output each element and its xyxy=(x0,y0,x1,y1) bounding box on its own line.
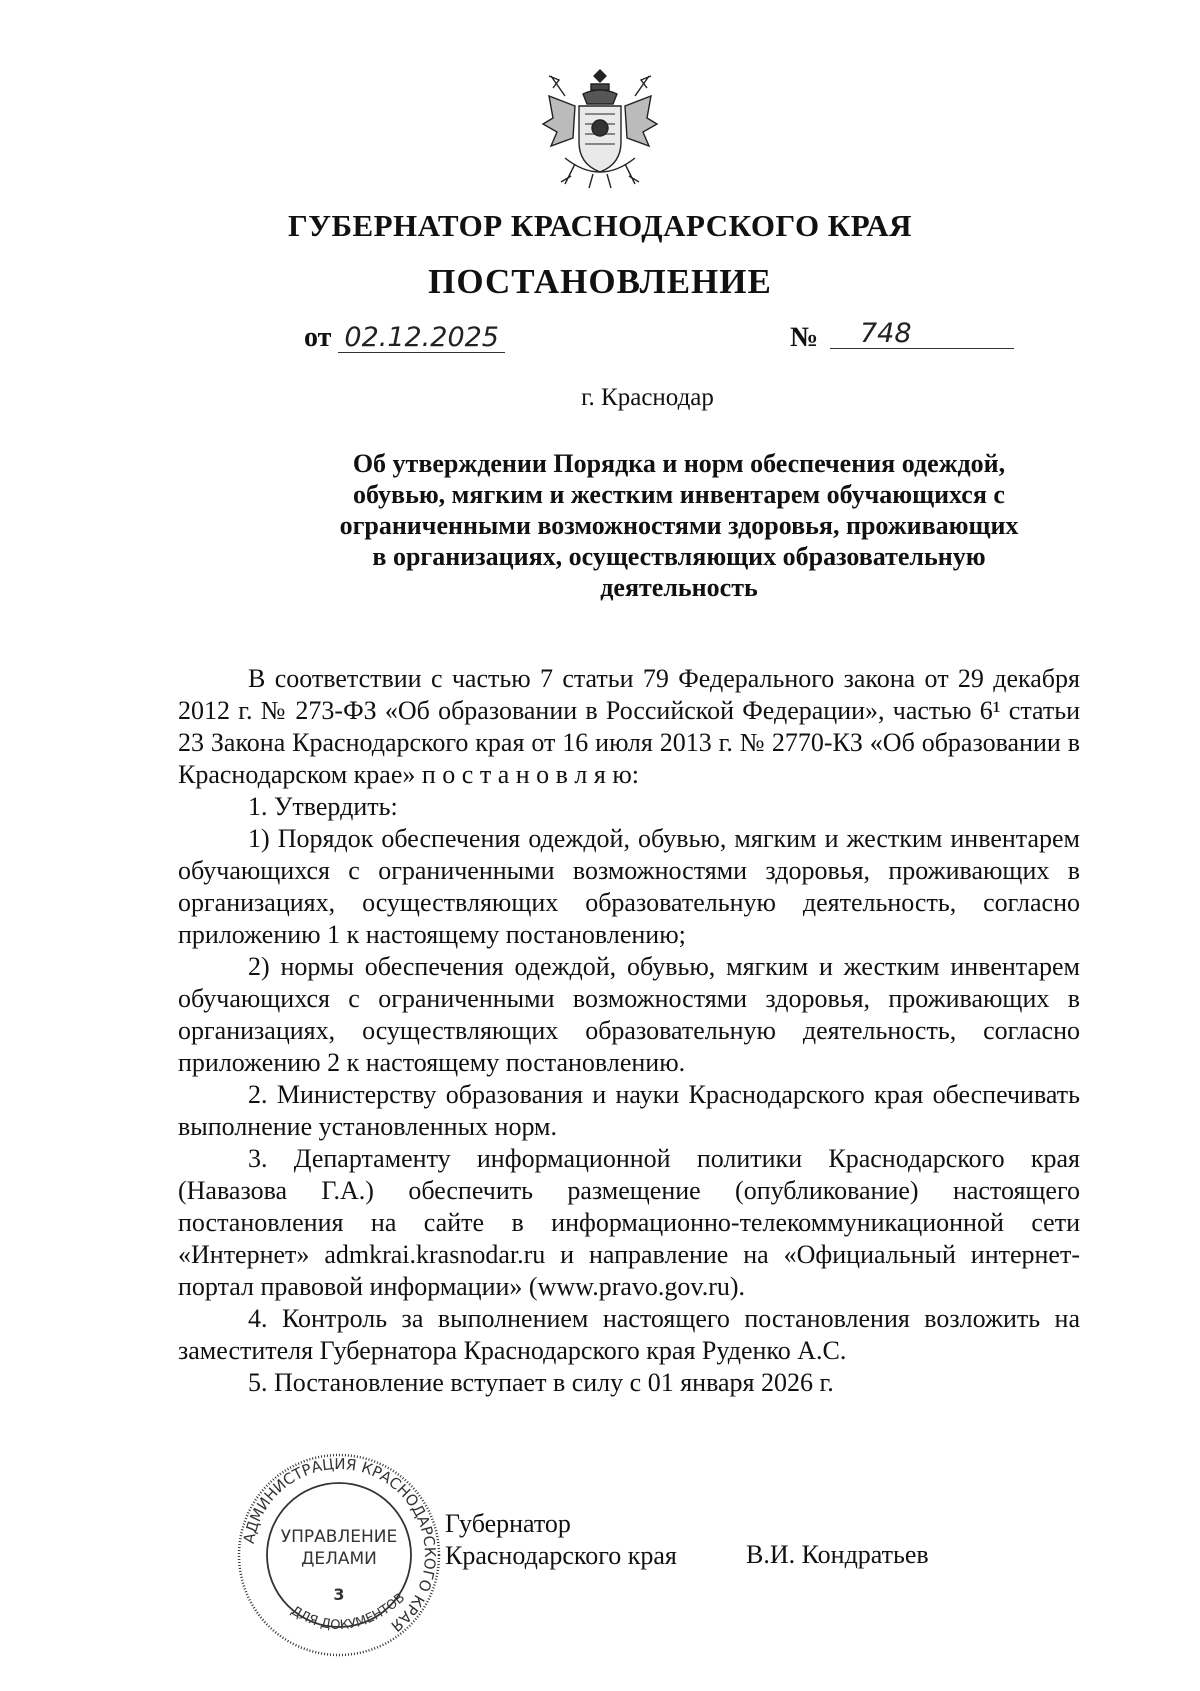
paragraph: 2) нормы обеспечения одеждой, обувью, мягким и жестким инвентарем обучающихся с ограниченными возможностями здоровья, проживающих в организациях, осуществляющих образовательную деятельность, согласно приложению 2 к настоящему постановлению. xyxy=(178,952,1080,1077)
paragraph: 4. Контроль за выполнением настоящего постановления возложить на заместителя Губернатора Краснодарского края Руденко А.С. xyxy=(178,1304,1080,1365)
document-body xyxy=(178,663,1080,1399)
signatory-position-line1: Губернатор xyxy=(445,1509,571,1538)
paragraph: 1) Порядок обеспечения одеждой, обувью, мягким и жестким инвентарем обучающихся с ограниченными возможностями здоровья, проживающих в организациях, осуществляющих образовательную деятельность, согласно приложению 1 к настоящему постановлению; xyxy=(178,824,1080,949)
date-label: от xyxy=(304,322,332,353)
city-line: г. Краснодар xyxy=(581,384,714,411)
document-date: 02.12.2025 xyxy=(338,324,505,353)
paragraph: 2. Министерству образования и науки Краснодарского края обеспечивать выполнение установленных норм. xyxy=(178,1080,1080,1141)
paragraph: 5. Постановление вступает в силу с 01 января 2026 г. xyxy=(248,1368,834,1397)
document-number: 748 xyxy=(830,320,1014,349)
svg-text:ДЛЯ ДОКУМЕНТОВ xyxy=(288,1591,408,1634)
seal-center-line2: ДЕЛАМИ xyxy=(301,1549,377,1569)
official-seal-stamp xyxy=(234,1450,444,1660)
seal-number: 3 xyxy=(333,1585,345,1604)
number-field xyxy=(830,320,1026,349)
document-type-heading: ПОСТАНОВЛЕНИЕ xyxy=(428,262,772,301)
document-title: Об утверждении Порядка и норм обеспечения одеждой, обувью, мягким и жестким инвентарем обучающихся с ограниченными возможностями здоровья, проживающих в организациях, осуществляющих образовательную деятельность xyxy=(339,449,1019,602)
organization-heading: ГУБЕРНАТОР КРАСНОДАРСКОГО КРАЯ xyxy=(287,208,913,243)
seal-center-line1: УПРАВЛЕНИЕ xyxy=(280,1527,398,1547)
coat-of-arms-emblem xyxy=(535,66,665,192)
paragraph: 1. Утвердить: xyxy=(248,792,398,821)
seal-bottom-text: ДЛЯ ДОКУМЕНТОВ xyxy=(288,1590,409,1634)
dateline xyxy=(304,322,505,354)
paragraph: В соответствии с частью 7 статьи 79 Федерального закона от 29 декабря 2012 г. № 273-ФЗ «Об образовании в Российской Федерации», частью 6¹ статьи 23 Закона Краснодарского края от 16 июля 2013 г. № 2770-КЗ «Об образовании в Краснодарском крае» п о с т а н о в л я ю: xyxy=(178,664,1080,789)
signatory-name: В.И. Кондратьев xyxy=(746,1540,929,1569)
signatory-position-line2: Краснодарского края xyxy=(445,1541,677,1570)
seal-ring-text: АДМИНИСТРАЦИЯ КРАСНОДАРСКОГО КРАЯ xyxy=(239,1454,440,1636)
number-label: № xyxy=(790,322,819,353)
signatory-position xyxy=(445,1508,677,1572)
paragraph: 3. Департаменту информационной политики Краснодарского края (Навазова Г.А.) обеспечить размещение (опубликование) настоящего постановления на сайте в информационно-телекоммуникационной сети «Интернет» admkrai.krasnodar.ru и направление на «Официальный интернет-портал правовой информации» (www.pravo.gov.ru). xyxy=(178,1144,1080,1301)
